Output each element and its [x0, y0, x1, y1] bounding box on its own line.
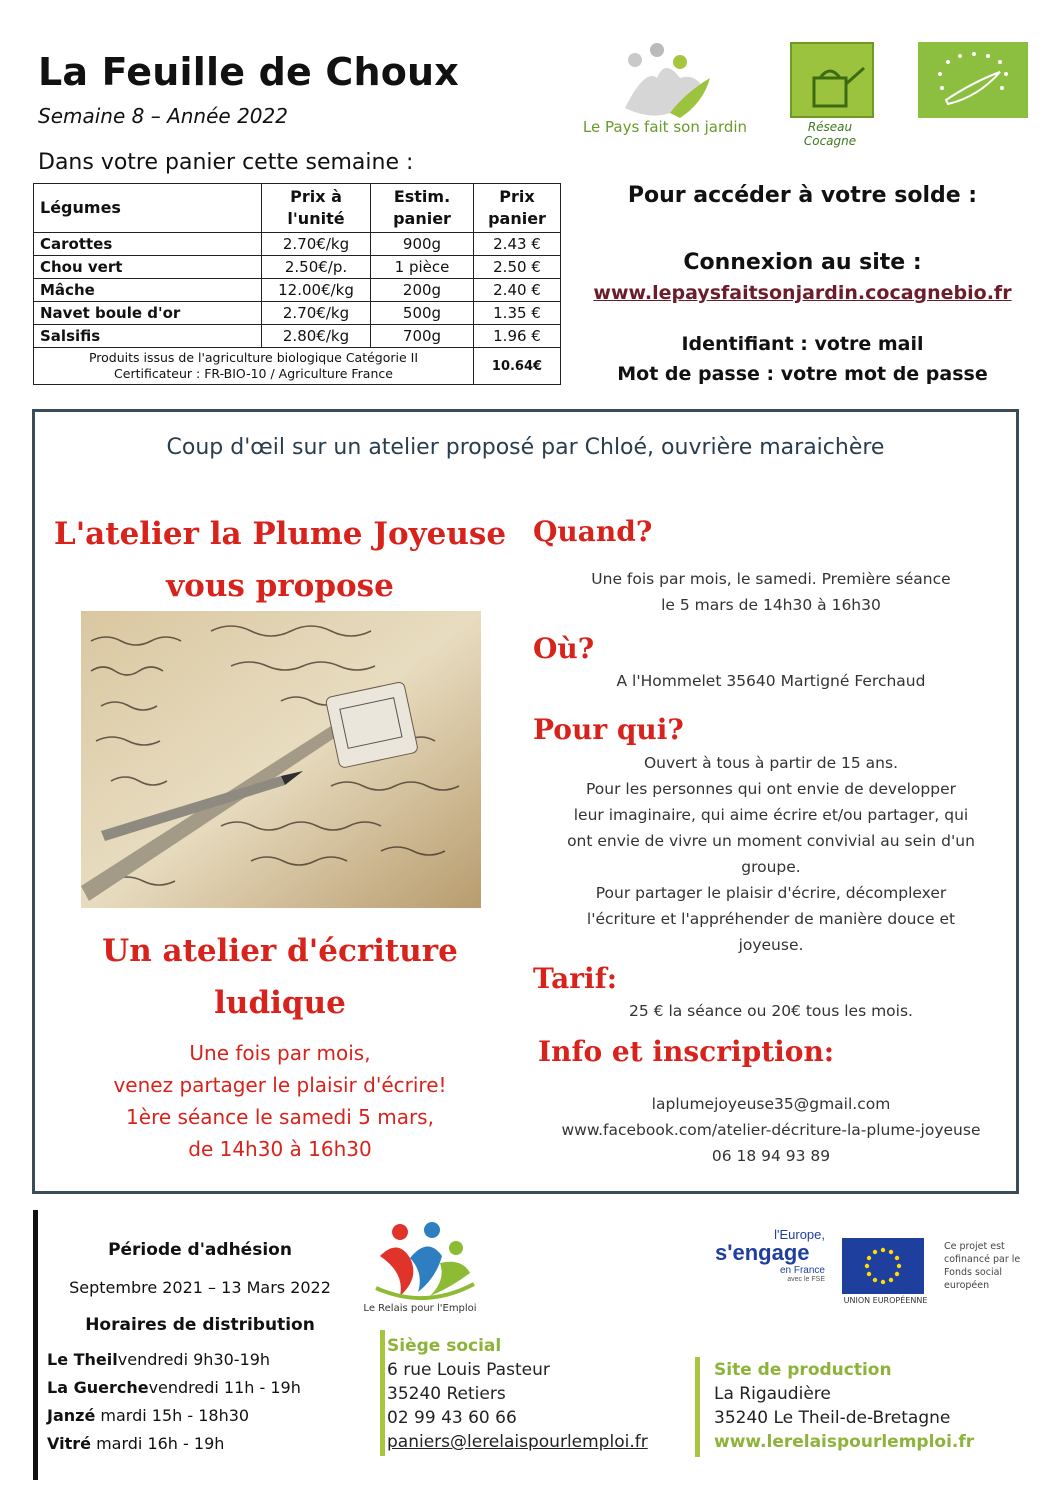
page-title: La Feuille de Choux — [38, 50, 460, 94]
estimated-quantity: 200g — [371, 279, 474, 302]
vegetable-name: Chou vert — [34, 256, 262, 279]
table-header: Prix à l'unité — [262, 184, 371, 233]
account-connect-label: Connexion au site : — [683, 250, 922, 275]
distribution-row — [47, 1434, 224, 1453]
engage-text: s'engage — [715, 1240, 810, 1265]
contact-phone: 06 18 94 93 89 — [711, 1147, 831, 1165]
engage-text: en France — [779, 1265, 825, 1276]
text-line: joyeuse. — [738, 936, 804, 954]
atelier-subheadline — [40, 925, 520, 1029]
headline-line: ludique — [214, 985, 346, 1021]
week-label: Semaine 8 – Année 2022 — [38, 104, 288, 128]
certification-line: Produits issus de l'agriculture biologique Catégorie II — [88, 350, 419, 365]
account-title: Pour accéder à votre solde : — [627, 183, 978, 208]
unit-price: 2.50€/p. — [262, 256, 371, 279]
table-header: Légumes — [34, 184, 262, 233]
watering-can-icon — [792, 44, 872, 116]
unit-price: 12.00€/kg — [262, 279, 371, 302]
facebook-link[interactable]: www.facebook.com/atelier-décriture-la-plume-joyeuse — [561, 1121, 981, 1139]
distribution-place: Le Theil — [47, 1350, 118, 1369]
vegetable-name: Carottes — [34, 233, 262, 256]
production-site-title: Site de production — [714, 1360, 892, 1380]
table-row — [34, 279, 561, 302]
section-info-heading: Info et inscription: — [538, 1035, 835, 1068]
atelier-summary — [40, 1037, 520, 1165]
address-line: 35240 Retiers — [387, 1384, 506, 1404]
basket-price: 1.96 € — [474, 325, 561, 348]
text-line: Pour les personnes qui ont envie de developper — [585, 780, 956, 798]
text-line: l'écriture et l'appréhender de manière douce et — [586, 910, 956, 928]
text-line: Ouvert à tous à partir de 15 ans. — [643, 754, 899, 772]
address-line: 6 rue Louis Pasteur — [387, 1360, 550, 1380]
pays-logo-text: Le Pays fait son jardin — [582, 118, 748, 136]
account-url-link[interactable]: www.lepaysfaitsonjardin.cocagnebio.fr — [593, 282, 1012, 304]
table-row — [34, 325, 561, 348]
headline-line: Un atelier d'écriture — [102, 933, 458, 969]
text-line: groupe. — [741, 858, 801, 876]
reseau-cocagne-logo — [790, 42, 874, 118]
eu-funding-note: Ce projet est cofinancé par le Fonds social européen — [944, 1241, 1021, 1291]
phone-number: 02 99 43 60 66 — [387, 1408, 517, 1428]
engage-text: avec le FSE — [787, 1276, 825, 1283]
estimated-quantity: 900g — [371, 233, 474, 256]
headline-line: L'atelier la Plume Joyeuse — [53, 516, 507, 552]
section-info-text — [533, 1091, 1009, 1169]
section-tarif-text — [533, 998, 1009, 1024]
head-office-address — [387, 1334, 648, 1454]
basket-heading: Dans votre panier cette semaine : — [38, 150, 414, 175]
summary-line: 1ère séance le samedi 5 mars, — [126, 1105, 434, 1129]
vegetable-name: Mâche — [34, 279, 262, 302]
section-qui-heading: Pour qui? — [533, 713, 684, 746]
certification-note — [34, 348, 474, 385]
table-row — [34, 302, 561, 325]
distribution-title: Horaires de distribution — [85, 1315, 315, 1335]
membership-title: Période d'adhésion — [108, 1240, 292, 1260]
engage-text: l'Europe, — [774, 1227, 825, 1242]
basket-price: 2.50 € — [474, 256, 561, 279]
divider-bar — [695, 1357, 700, 1457]
account-password-info: Mot de passe : votre mot de passe — [617, 363, 988, 385]
distribution-row — [47, 1378, 301, 1397]
cocagne-logo-text: Réseau Cocagne — [803, 120, 857, 148]
text-line: ont envie de vivre un moment convivial au sein d'un — [567, 832, 975, 850]
table-footer-row — [34, 348, 561, 385]
basket-price: 2.43 € — [474, 233, 561, 256]
vegetable-table — [33, 183, 561, 385]
website-link[interactable]: www.lerelaispourlemploi.fr — [714, 1432, 975, 1452]
section-ou-text — [533, 668, 1009, 694]
table-row — [34, 233, 561, 256]
organic-leaf-icon — [918, 42, 1028, 118]
eu-organic-logo — [918, 42, 1028, 118]
basket-total: 10.64€ — [474, 348, 561, 385]
eu-flag-caption: UNION EUROPÉENNE — [843, 1296, 928, 1305]
text-line: leur imaginaire, qui aime écrire et/ou partager, qui — [573, 806, 969, 824]
estimated-quantity: 500g — [371, 302, 474, 325]
summary-line: de 14h30 à 16h30 — [188, 1137, 372, 1161]
section-quand-text — [533, 566, 1009, 618]
table-row — [34, 256, 561, 279]
text-line: Pour partager le plaisir d'écrire, décomplexer — [595, 884, 947, 902]
text-line: A l'Hommelet 35640 Martigné Ferchaud — [616, 672, 926, 690]
section-ou-heading: Où? — [533, 632, 595, 665]
address-line: La Rigaudière — [714, 1384, 831, 1404]
account-login-info: Identifiant : votre mail — [681, 333, 924, 355]
distribution-place: Janzé — [47, 1406, 96, 1425]
eu-flag — [842, 1238, 924, 1294]
summary-line: Une fois par mois, — [189, 1041, 371, 1065]
text-line: 25 € la séance ou 20€ tous les mois. — [629, 1002, 913, 1020]
distribution-row — [47, 1406, 249, 1425]
divider-bar — [33, 1210, 38, 1480]
atelier-intro: Coup d'œil sur un atelier proposé par Chloé, ouvrière maraichère — [166, 435, 885, 460]
address-line: 35240 Le Theil-de-Bretagne — [714, 1408, 951, 1428]
summary-line: venez partager le plaisir d'écrire! — [113, 1073, 447, 1097]
basket-price: 2.40 € — [474, 279, 561, 302]
text-line: Une fois par mois, le samedi. Première séance — [591, 570, 951, 588]
vegetable-name: Salsifis — [34, 325, 262, 348]
basket-price: 1.35 € — [474, 302, 561, 325]
text-line: le 5 mars de 14h30 à 16h30 — [661, 596, 881, 614]
distribution-hours: vendredi 9h30-19h — [117, 1350, 271, 1369]
email-link[interactable]: paniers@lerelaispourlemploi.fr — [387, 1432, 648, 1452]
section-quand-heading: Quand? — [533, 515, 653, 548]
distribution-row — [47, 1350, 270, 1369]
section-qui-text — [533, 750, 1009, 958]
distribution-hours: mardi 15h - 18h30 — [95, 1406, 250, 1425]
table-header: Prix panier — [474, 184, 561, 233]
membership-period: Septembre 2021 – 13 Mars 2022 — [69, 1278, 331, 1297]
vegetable-name: Navet boule d'or — [34, 302, 262, 325]
table-header-row — [34, 184, 561, 233]
relais-logo-text: Le Relais pour l'Emploi — [363, 1303, 477, 1314]
table-header: Estim. panier — [371, 184, 474, 233]
relais-pour-emploi-logo — [370, 1218, 480, 1308]
eu-stars-icon — [842, 1238, 924, 1294]
unit-price: 2.70€/kg — [262, 302, 371, 325]
production-site-address — [714, 1358, 974, 1454]
distribution-place: Vitré — [47, 1434, 91, 1453]
estimated-quantity: 1 pièce — [371, 256, 474, 279]
head-office-title: Siège social — [387, 1336, 502, 1356]
unit-price: 2.70€/kg — [262, 233, 371, 256]
distribution-place: La Guerche — [47, 1378, 149, 1397]
distribution-hours: mardi 16h - 19h — [90, 1434, 225, 1453]
divider-bar — [380, 1330, 385, 1456]
certifier-line: Certificateur : FR-BIO-10 / Agriculture France — [114, 366, 393, 381]
section-tarif-heading: Tarif: — [533, 962, 618, 995]
headline-line: vous propose — [166, 568, 394, 604]
contact-email[interactable]: laplumejoyeuse35@gmail.com — [651, 1095, 891, 1113]
atelier-headline — [40, 508, 520, 612]
writing-photo — [81, 611, 481, 908]
europe-engage-logo — [715, 1228, 825, 1298]
unit-price: 2.80€/kg — [262, 325, 371, 348]
distribution-hours: vendredi 11h - 19h — [148, 1378, 301, 1397]
estimated-quantity: 700g — [371, 325, 474, 348]
